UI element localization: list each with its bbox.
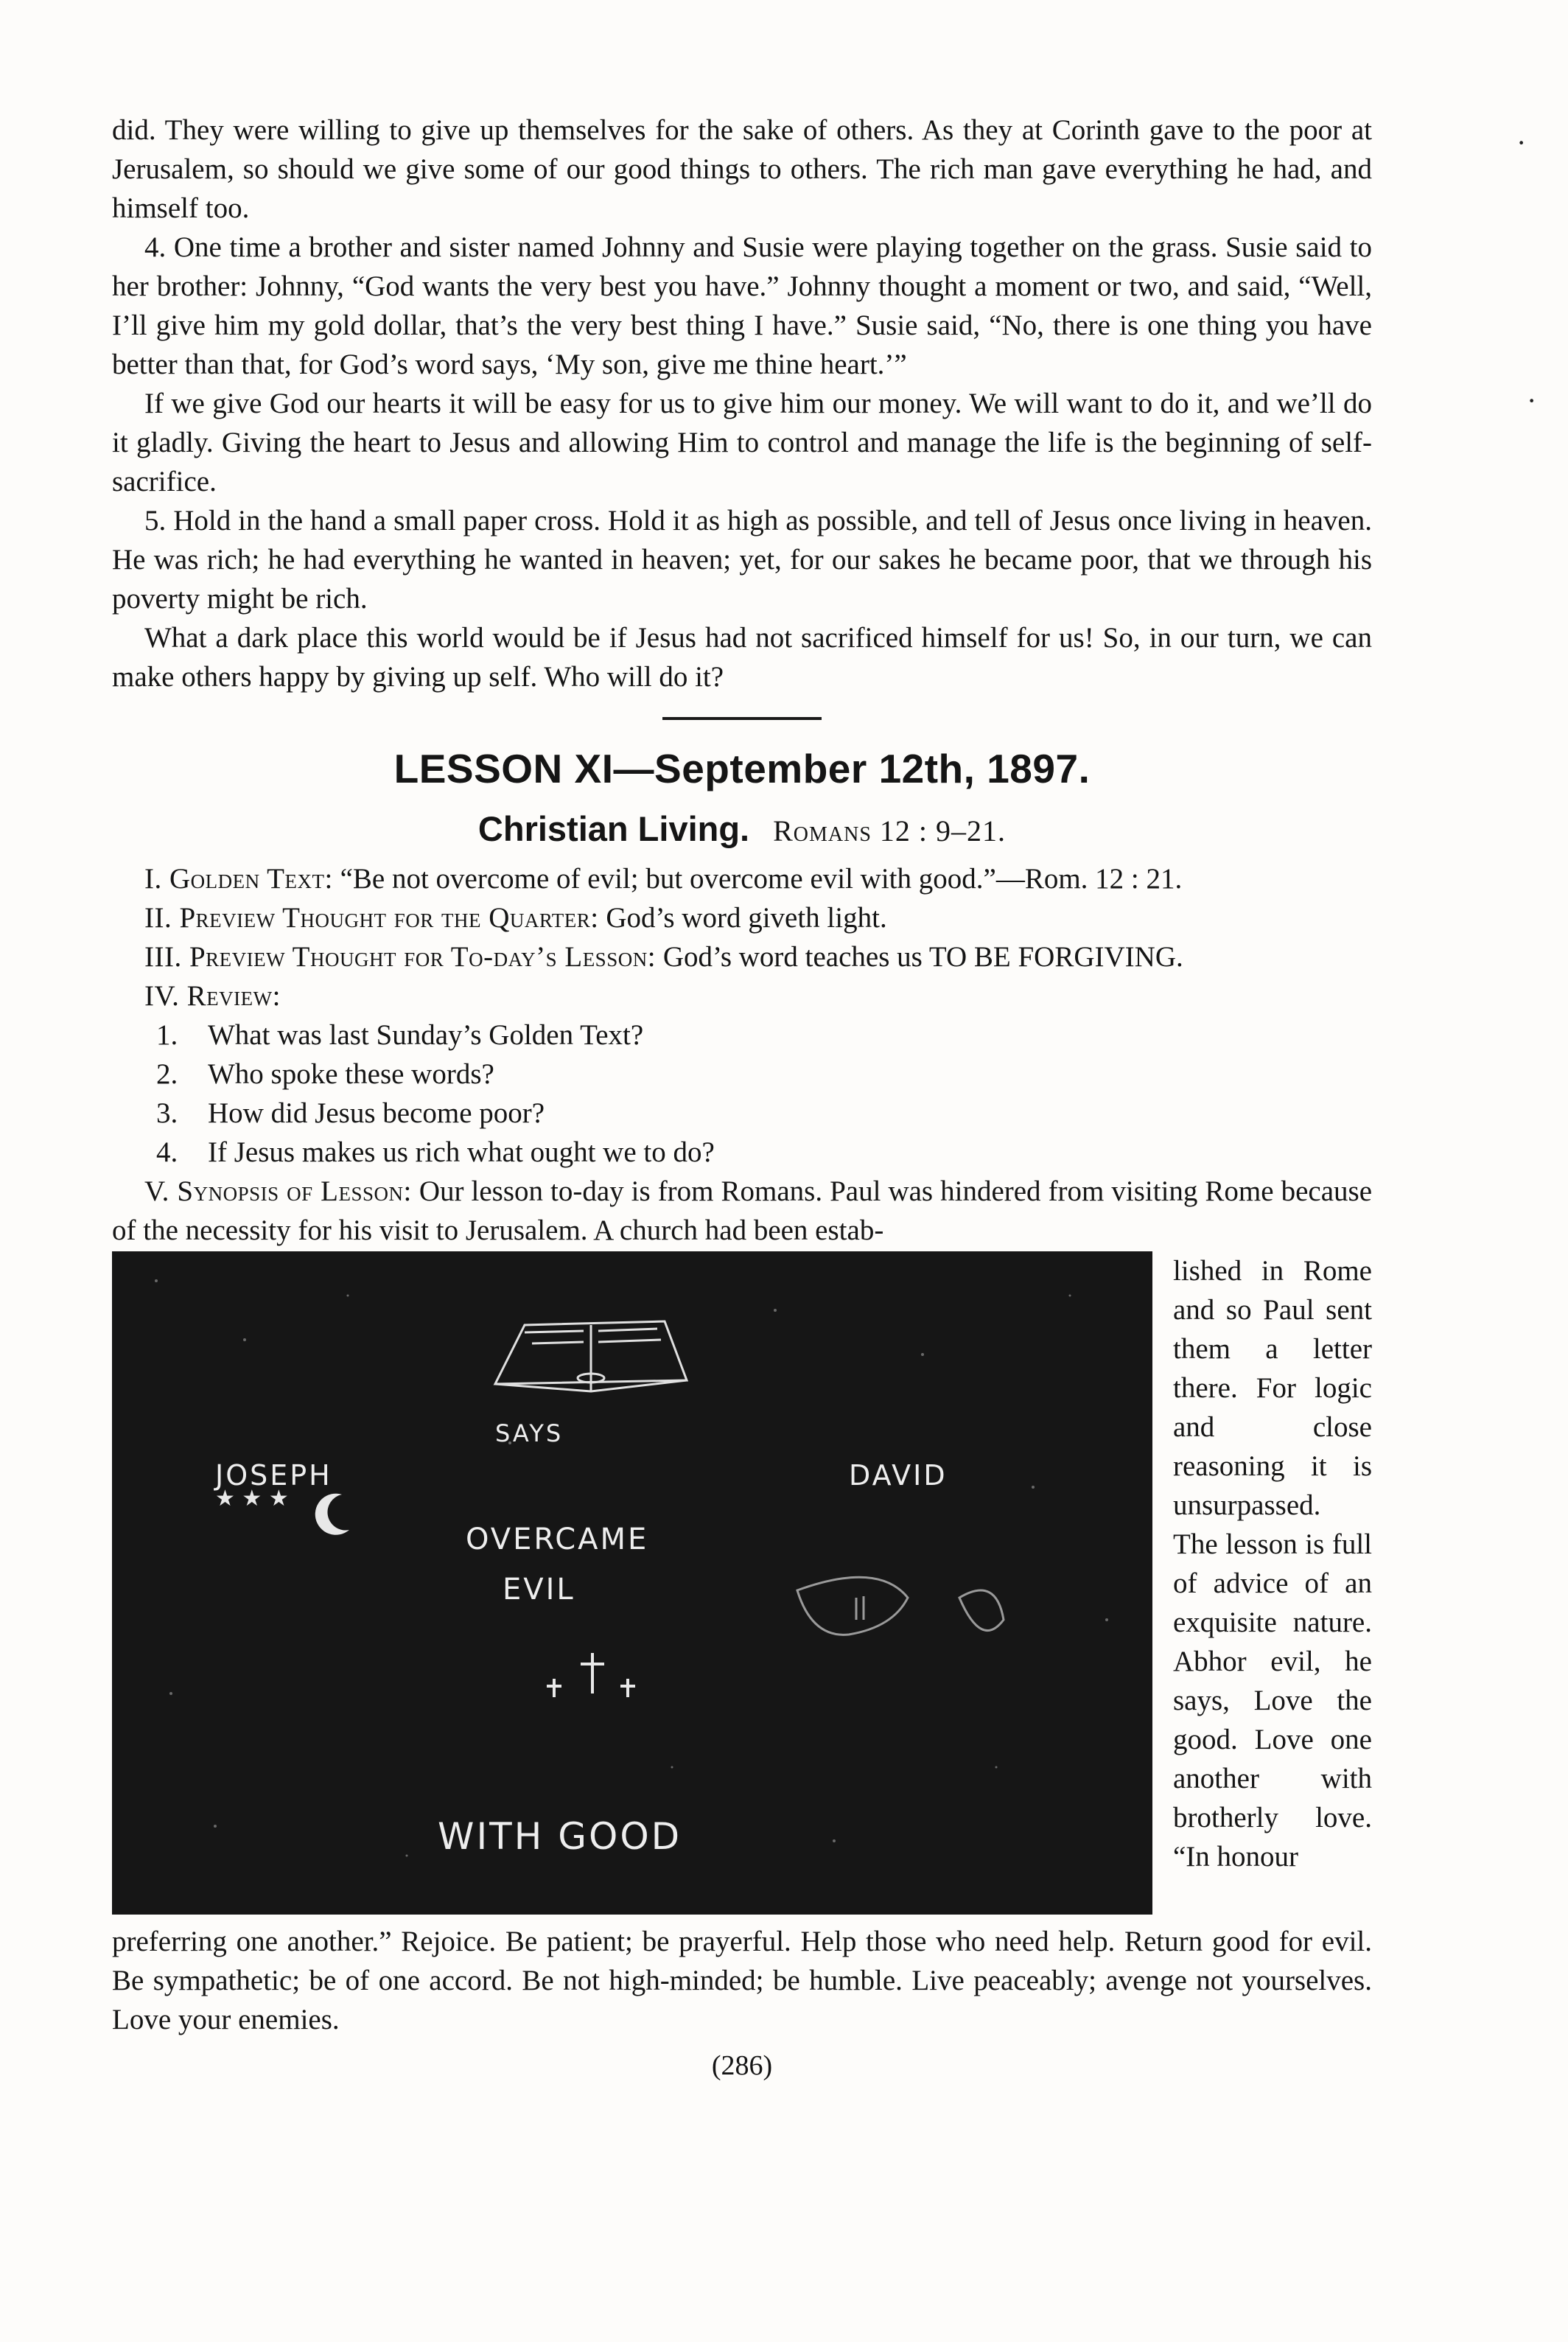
review-question — [112, 1016, 1372, 1055]
margin-mark: · — [1516, 126, 1527, 159]
lesson-subtitle: Christian Living. — [477, 809, 750, 848]
continuation-paragraph-3: If we give God our hearts it will be easy for us to give him our money. We will want to do it, and we’ll do it gladly. Giving the heart to Jesus and allowing Him to control and manage the life is the beginning of self-sacrifice. — [112, 388, 1372, 497]
blackboard-david: DAVID — [849, 1459, 948, 1492]
continuation-paragraph-5: What a dark place this world would be if Jesus had not sacrificed himself for us! So, in our turn, we can make others happy by giving up self. Who will do it? — [112, 622, 1372, 693]
continuation-paragraph-1: did. They were willing to give up themselves for the sake of others. As they at Corinth gave to the poor at Jerusalem, so should we give some of our good things to others. The rich man gave everything he had, and himself too. — [112, 114, 1372, 224]
continuation-paragraph-2: 4. One time a brother and sister named Johnny and Susie were playing together on the grass. Susie said to her brother: Johnny, “God wants the very best you have.” Johnny thought a moment or two, and said, “Well, I’ll give him my gold dollar, that’s the very best thing I have.” Susie said, “No, there is one thing you have better than that, for God’s word says, ‘My son, give me thine heart.’” — [112, 231, 1372, 380]
blackboard-overcame: OVERCAME — [466, 1523, 649, 1556]
synopsis-intro — [112, 1172, 1372, 1250]
scripture-reference: Romans 12 : 9–21. — [773, 814, 1007, 847]
golden-text-body: “Be not overcome of evil; but overcome evil with good.”—Rom. 12 : 21. — [340, 863, 1183, 895]
preview-lesson-label: III. Preview Thought for To-day’s Lesson: — [144, 941, 657, 973]
synopsis-label: V. Synopsis of Lesson: — [144, 1175, 412, 1207]
blackboard-illustration — [112, 1251, 1152, 1915]
synopsis-end: preferring one another.” Rejoice. Be patient; be prayerful. Help those who need help. Return good for evil. Be sympathetic; be of one accord. Be not high-minded; be humble. Live peaceably; avenge not yourselves. Love your enemies. — [112, 1926, 1372, 2035]
blackboard-joseph: JOSEPH — [215, 1459, 332, 1492]
question-text: What was last Sunday’s Golden Text? — [208, 1019, 644, 1051]
section-divider — [662, 717, 822, 720]
review-question — [112, 1055, 1372, 1094]
question-text: How did Jesus become poor? — [208, 1097, 545, 1129]
preview-thought-lesson — [112, 937, 1372, 976]
preview-thought-quarter — [112, 898, 1372, 937]
continuation-paragraph-4: 5. Hold in the hand a small paper cross. Hold it as high as possible, and tell of Jesus once living in heaven. He was rich; he had everything he wanted in heaven; yet, for our sakes he became poor, that we through his poverty might be rich. — [112, 505, 1372, 615]
question-number: 1. — [156, 1019, 178, 1051]
synopsis-intro-text: Our lesson to-day is from Romans. Paul was hindered from visiting Rome because of the necessity for his visit to Jerusalem. A church had been estab- — [112, 1175, 1373, 1246]
figure-with-text — [112, 1251, 1372, 1922]
review-heading — [112, 976, 1372, 1016]
review-questions — [112, 1016, 1372, 1172]
review-label: IV. Review: — [144, 980, 281, 1012]
page-number: (286) — [711, 2050, 773, 2081]
svg-text:★ ★ ★: ★ ★ ★ — [215, 1486, 289, 1511]
question-text: Who spoke these words? — [208, 1058, 494, 1090]
page-content — [112, 111, 1372, 2082]
lesson-subtitle-row — [112, 808, 1372, 849]
question-text: If Jesus makes us rich what ought we to do? — [208, 1136, 715, 1168]
golden-text-label: I. Golden Text: — [144, 863, 333, 895]
review-question — [112, 1133, 1372, 1172]
lesson-title: LESSON XI—September 12th, 1897. — [393, 746, 1091, 791]
question-number: 3. — [156, 1097, 178, 1129]
question-number: 4. — [156, 1136, 178, 1168]
preview-quarter-text: God’s word giveth light. — [606, 902, 887, 934]
margin-mark: · — [1527, 384, 1537, 417]
blackboard-evil: EVIL — [503, 1573, 575, 1607]
golden-text — [112, 859, 1372, 898]
blackboard-with-good: WITH GOOD — [438, 1815, 682, 1858]
preview-lesson-text: God’s word teaches us TO BE FORGIVING. — [662, 941, 1183, 973]
blackboard-says: SAYS — [495, 1419, 564, 1447]
review-question — [112, 1094, 1372, 1133]
preview-quarter-label: II. Preview Thought for the Quarter: — [144, 902, 599, 934]
question-number: 2. — [156, 1058, 178, 1090]
synopsis-side-column: lished in Rome and so Paul sent them a letter there. For logic and close reasoning it is unsurpassed. The lesson is full of advice of an exquisite nature. Abhor evil, he says, Love the good. Love one another with brotherly love. “In honour — [1173, 1255, 1372, 1873]
